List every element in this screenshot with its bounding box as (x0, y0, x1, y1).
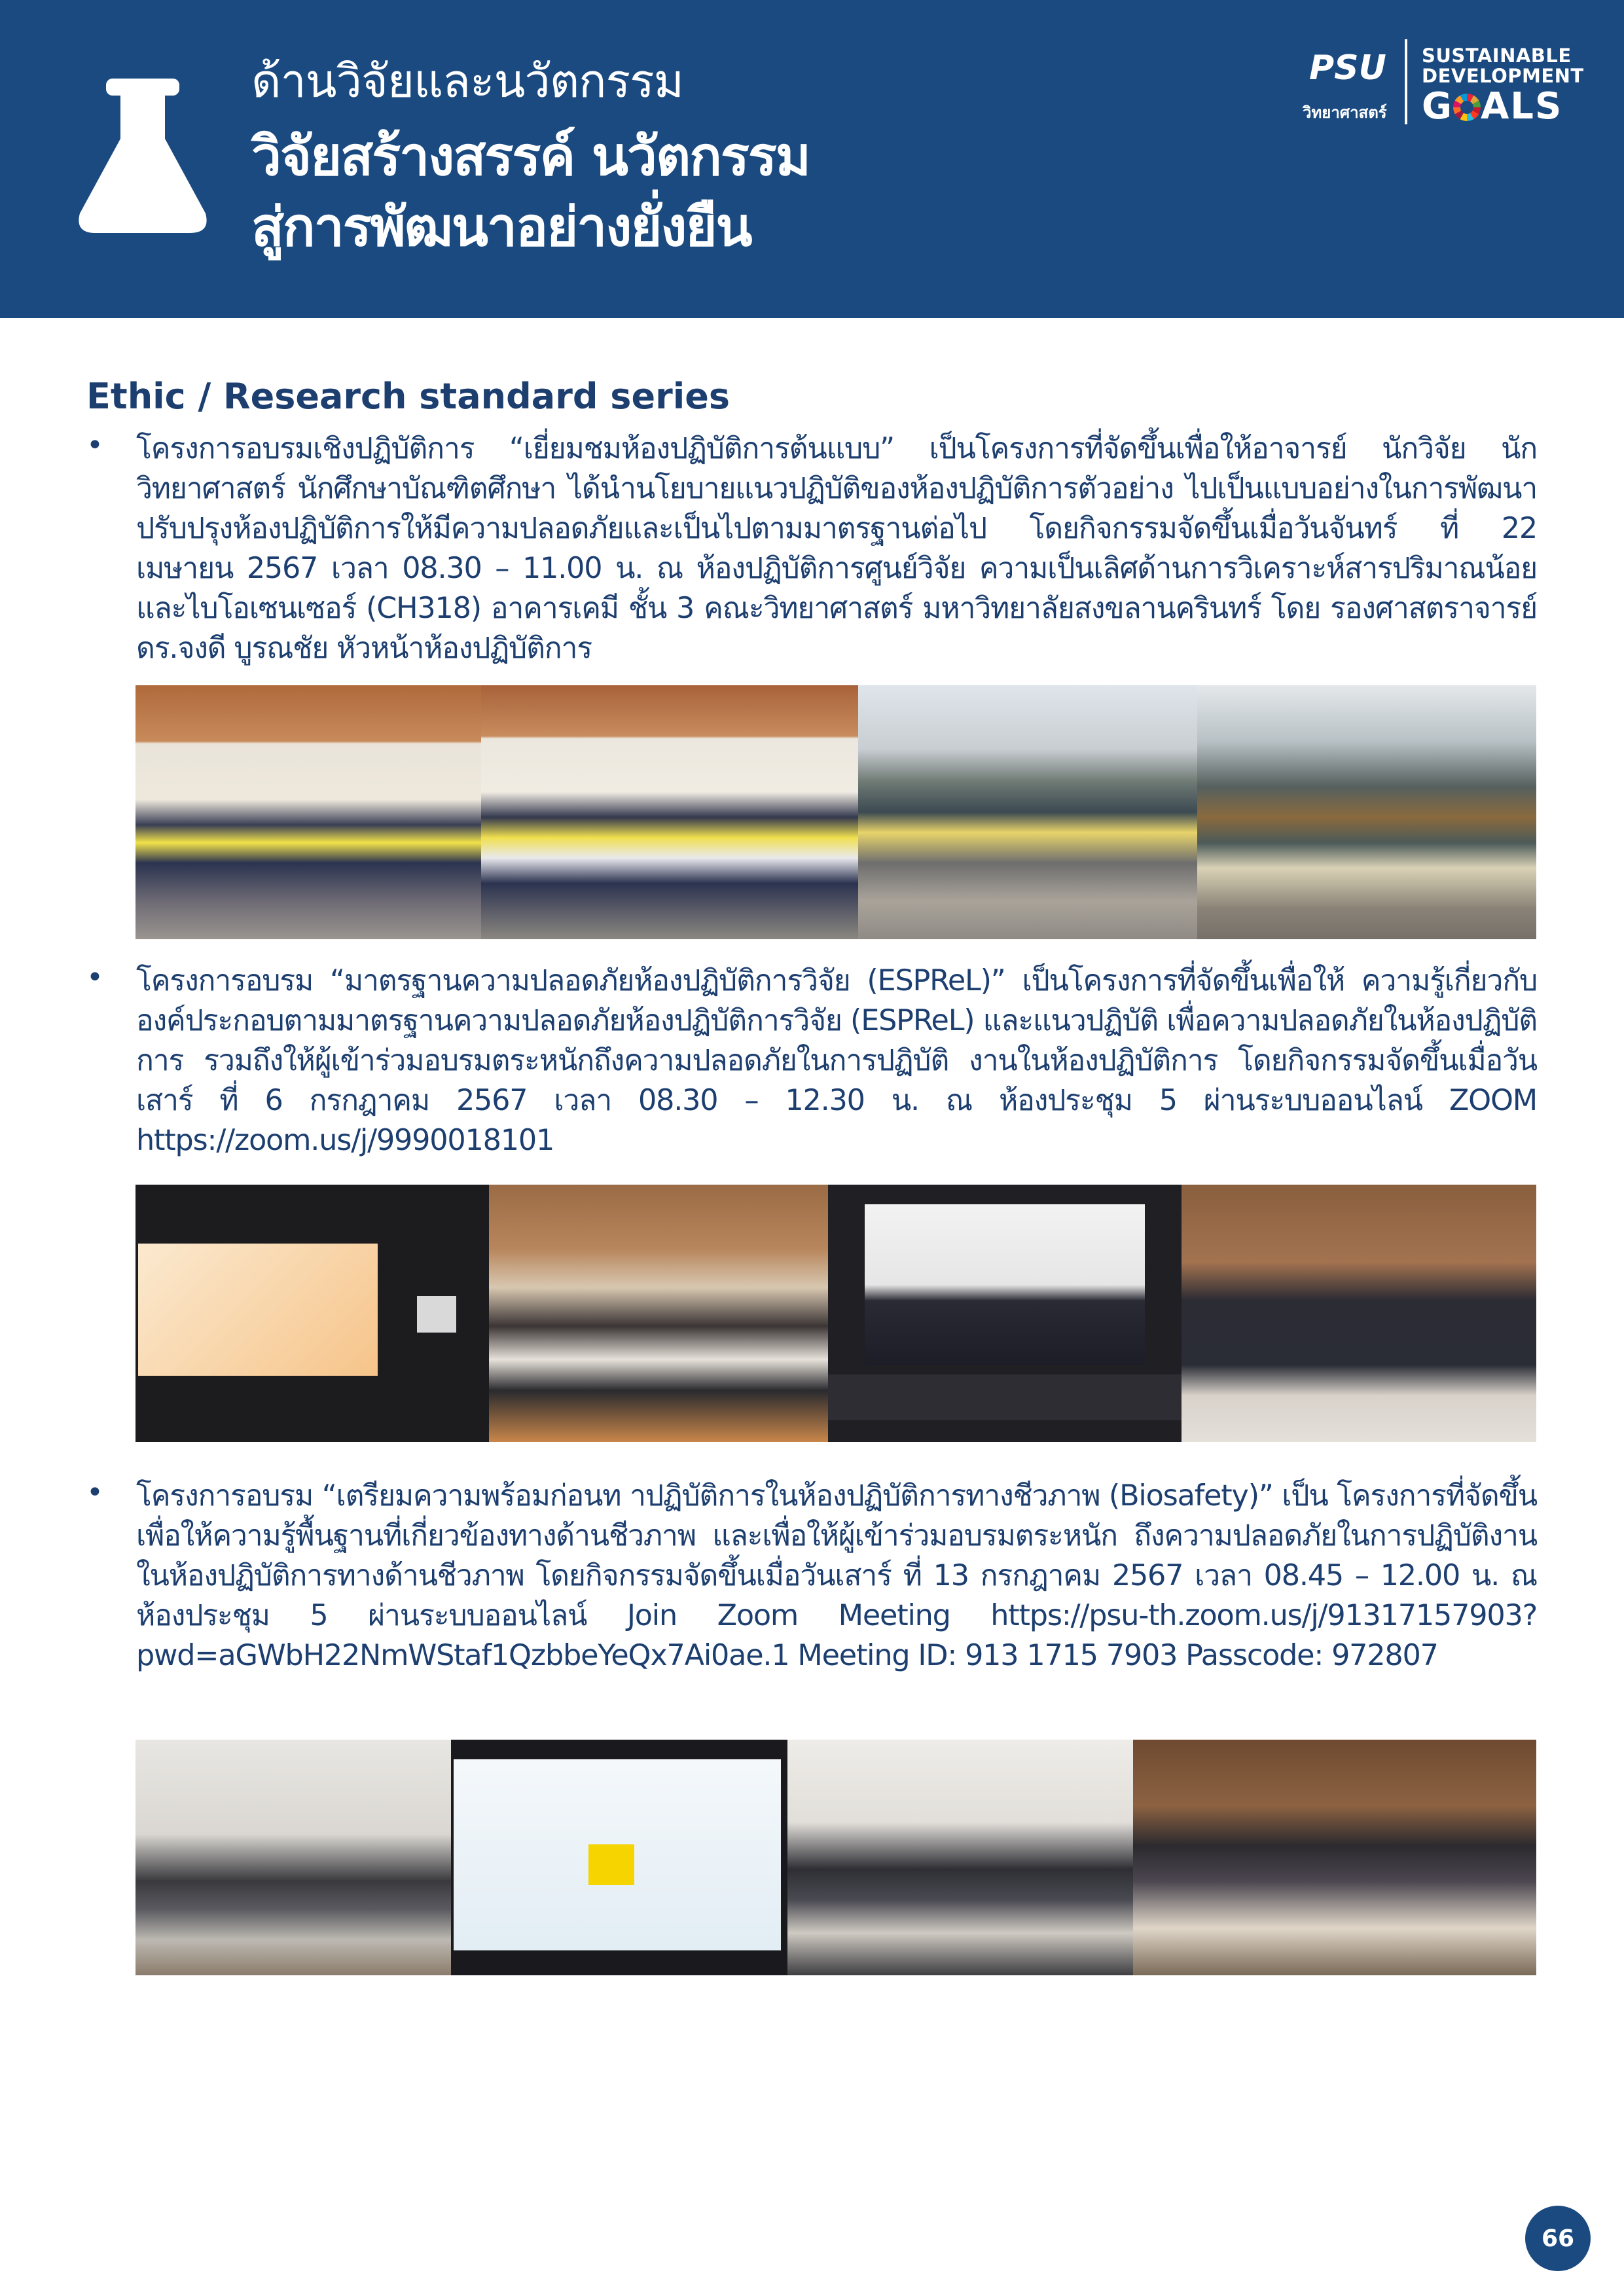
psu-logo-mark: PSU (1309, 48, 1386, 88)
sdg-line2: DEVELOPMENT (1422, 65, 1584, 87)
zoom-gallery-strip (828, 1374, 1182, 1420)
photo-lab-tour-2 (1197, 685, 1536, 939)
speaker-tile (417, 1296, 456, 1333)
bullet-icon: • (86, 429, 103, 462)
photo-lab-group-1 (135, 685, 481, 939)
psu-logo-subtitle: วิทยาศาสตร์ (1303, 103, 1387, 122)
photo-zoom-slide (135, 1185, 489, 1442)
photo-row-3 (135, 1740, 1536, 1975)
page-title (251, 122, 810, 263)
photo-team-group (1133, 1740, 1536, 1975)
page-header (0, 0, 1624, 318)
photo-presenter-1 (135, 1740, 451, 1975)
photo-row-2 (135, 1185, 1536, 1442)
sdg-wheel-icon (1453, 94, 1481, 121)
photo-biosafety-slide (451, 1740, 787, 1975)
sdg-goals (1422, 86, 1584, 127)
page-title-line1: วิจัยสร้างสรรค์ นวัตกรรม (251, 126, 810, 188)
sdg-goals-g: G (1422, 85, 1453, 128)
page-title-line2: สู่การพัฒนาอย่างยั่งยืน (251, 196, 751, 259)
sdg-logo (1422, 46, 1584, 127)
photo-lab-tour-1 (858, 685, 1197, 939)
psu-logo (1301, 46, 1387, 124)
bullet-icon: • (86, 1476, 103, 1509)
photo-speakers-group (1182, 1185, 1536, 1442)
photo-row-1 (135, 685, 1536, 939)
flask-icon (77, 79, 208, 236)
sdg-goals-rest: ALS (1480, 85, 1563, 128)
speaker-video (865, 1204, 1145, 1365)
photo-presenter-2 (787, 1740, 1133, 1975)
item-text: โครงการอบรม “เตรียมความพร้อมก่อนท าปฏิบัติการในห้องปฏิบัติการทางชีวภาพ (Biosafety)” เป็น โครงการที่จัดขึ้นเพื่อให้ความรู้พื้นฐานที่เกี่ยวข้องทางด้านชีวภาพ และเพื่อให้ผู้เข้าร่วมอบรมตระหนัก ถึงความปลอดภัยในการปฏิบัติงานในห้องปฏิบัติการทางด้านชีวภาพ โดยกิจกรรมจัดขึ้นเมื่อวันเสาร์ ที่ 13 กรกฎาคม 2567 เวลา 08.45 – 12.00 น. ณ ห้องประชุม 5 ผ่านระบบออนไลน์ Join Zoom Meeting https://psu-th.zoom.us/j/91317157903?pwd=aGWbH22NmWStaf1QzbbeYeQx7Ai0ae.1 Meeting ID: 913 1715 7903 Passcode: 972807 (136, 1479, 1537, 1672)
biohazard-icon (588, 1844, 634, 1885)
sdg-line1: SUSTAINABLE (1422, 45, 1572, 67)
category-title: ด้านวิจัยและนวัตกรรม (251, 54, 683, 108)
page-number: 66 (1525, 2206, 1591, 2271)
photo-meeting-room (489, 1185, 828, 1442)
section-title: Ethic / Research standard series (86, 376, 730, 417)
slide-screen (138, 1244, 378, 1376)
item-text: โครงการอบรม “มาตรฐานความปลอดภัยห้องปฏิบัติการวิจัย (ESPReL)” เป็นโครงการที่จัดขึ้นเพื่อให้ ความรู้เกี่ยวกับองค์ประกอบตามมาตรฐานความปลอดภัยห้องปฏิบัติการวิจัย (ESPReL) และแนวปฏิบัติ เพื่อความปลอดภัยในห้องปฏิบัติการ รวมถึงให้ผู้เข้าร่วมอบรมตระหนักถึงความปลอดภัยในการปฏิบัติ งานในห้องปฏิบัติการ โดยกิจกรรมจัดขึ้นเมื่อวันเสาร์ ที่ 6 กรกฎาคม 2567 เวลา 08.30 – 12.30 น. ณ ห้องประชุม 5 ผ่านระบบออนไลน์ ZOOM https://zoom.us/j/9990018101 (136, 964, 1537, 1157)
item-text: โครงการอบรมเชิงปฏิบัติการ “เยี่ยมชมห้องปฏิบัติการต้นแบบ” เป็นโครงการที่จัดขึ้นเพื่อให้อาจารย์ นักวิจัย นักวิทยาศาสตร์ นักศึกษาบัณฑิตศึกษา ได้นำนโยบายแนวปฏิบัติของห้องปฏิบัติการตัวอย่าง ไปเป็นแบบอย่างในการพัฒนาปรับปรุงห้องปฏิบัติการให้มีความปลอดภัยและเป็นไปตามมาตรฐานต่อไป โดยกิจกรรมจัดขึ้นเมื่อวันจันทร์ ที่ 22 เมษายน 2567 เวลา 08.30 – 11.00 น. ณ ห้องปฏิบัติการศูนย์วิจัย ความเป็นเลิศด้านการวิเคราะห์สารปริมาณน้อยและไบโอเซนเซอร์ (CH318) อาคารเคมี ชั้น 3 คณะวิทยาศาสตร์ มหาวิทยาลัยสงขลานครินทร์ โดย รองศาสตราจารย์ ดร.จงดี บูรณชัย หัวหน้าห้องปฏิบัติการ (136, 432, 1537, 665)
photo-lab-group-2 (481, 685, 858, 939)
logo-divider (1405, 39, 1407, 124)
photo-zoom-speaker (828, 1185, 1182, 1442)
bullet-icon: • (86, 961, 103, 994)
